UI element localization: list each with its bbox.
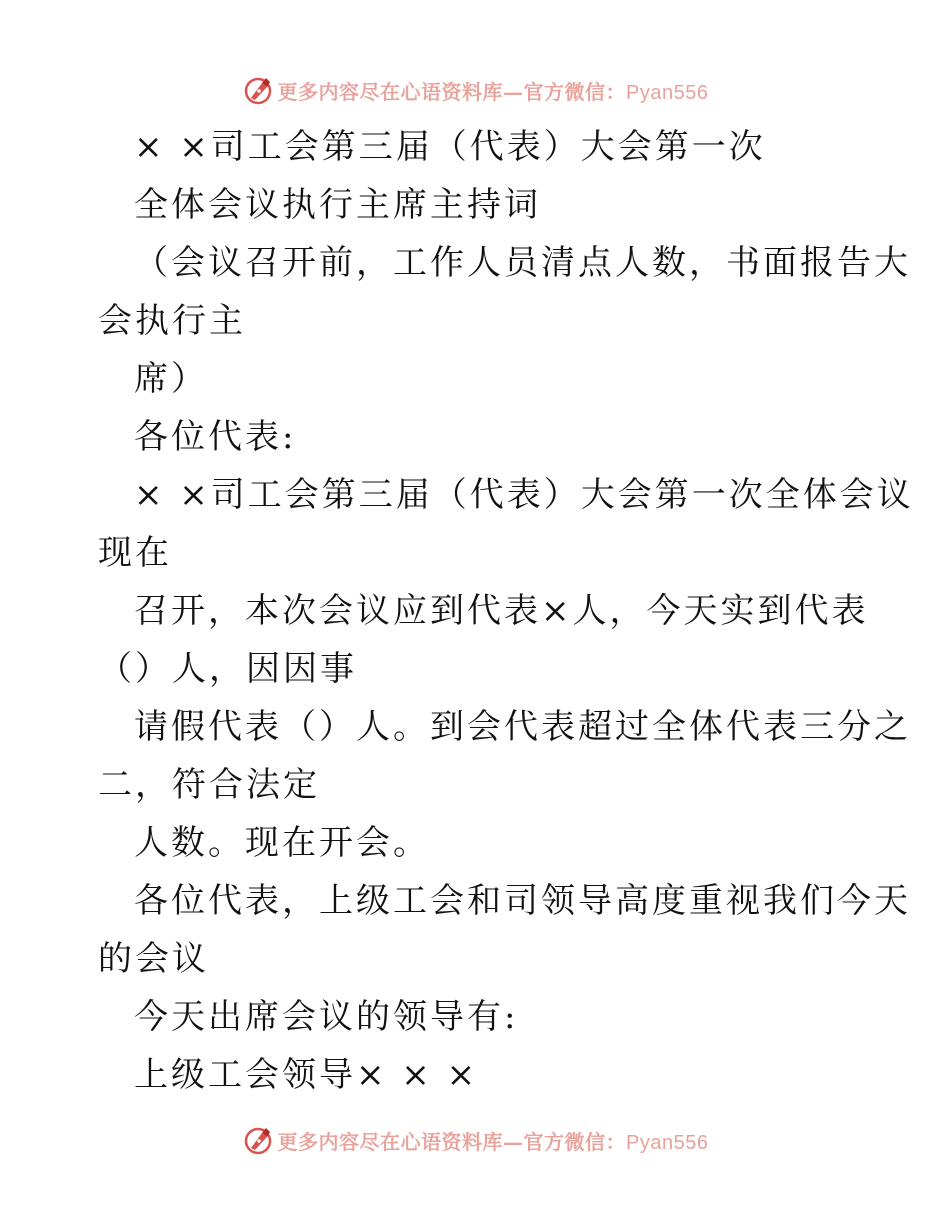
title-line-1: × ×司工会第三届（代表）大会第一次: [134, 127, 766, 167]
body-line: 各位代表:: [134, 417, 297, 457]
watermark-text: [278, 76, 709, 105]
header-watermark: [0, 70, 950, 110]
footer-watermark: [0, 1120, 950, 1160]
watermark-text: [278, 1126, 709, 1155]
watermark-label: 更多内容尽在心语资料库—官方微信：: [277, 79, 627, 104]
body-line: 请假代表（）人。到会代表超过全体代表三分之: [134, 707, 911, 747]
body-line: 召开，本次会议应到代表×人，今天实到代表: [134, 591, 869, 631]
body-line: 今天出席会议的领导有:: [134, 997, 519, 1037]
body-line: （会议召开前，工作人员清点人数，书面报告大: [134, 243, 911, 283]
body-line: 席）: [134, 359, 208, 399]
body-line: × ×司工会第三届（代表）大会第一次全体会议: [134, 475, 914, 515]
body-line: 人数。现在开会。: [134, 823, 430, 863]
body-line: 现在: [98, 533, 172, 573]
body-line: （）人，因因事: [98, 649, 357, 689]
pen-nib-logo-icon: [242, 1124, 274, 1156]
body-line: 上级工会领导× × ×: [134, 1055, 479, 1095]
watermark-account: Pyan556: [626, 81, 709, 104]
title-line-2: 全体会议执行主席主持词: [134, 185, 541, 225]
document-body: [98, 118, 914, 1104]
body-line: 各位代表，上级工会和司领导高度重视我们今天: [134, 881, 911, 921]
pen-nib-logo-icon: [242, 74, 274, 106]
body-line: 二，符合法定: [98, 765, 320, 805]
watermark-label: 更多内容尽在心语资料库—官方微信：: [277, 1129, 627, 1154]
body-line: 会执行主: [98, 301, 246, 341]
watermark-account: Pyan556: [626, 1131, 709, 1154]
body-line: 的会议: [98, 939, 209, 979]
